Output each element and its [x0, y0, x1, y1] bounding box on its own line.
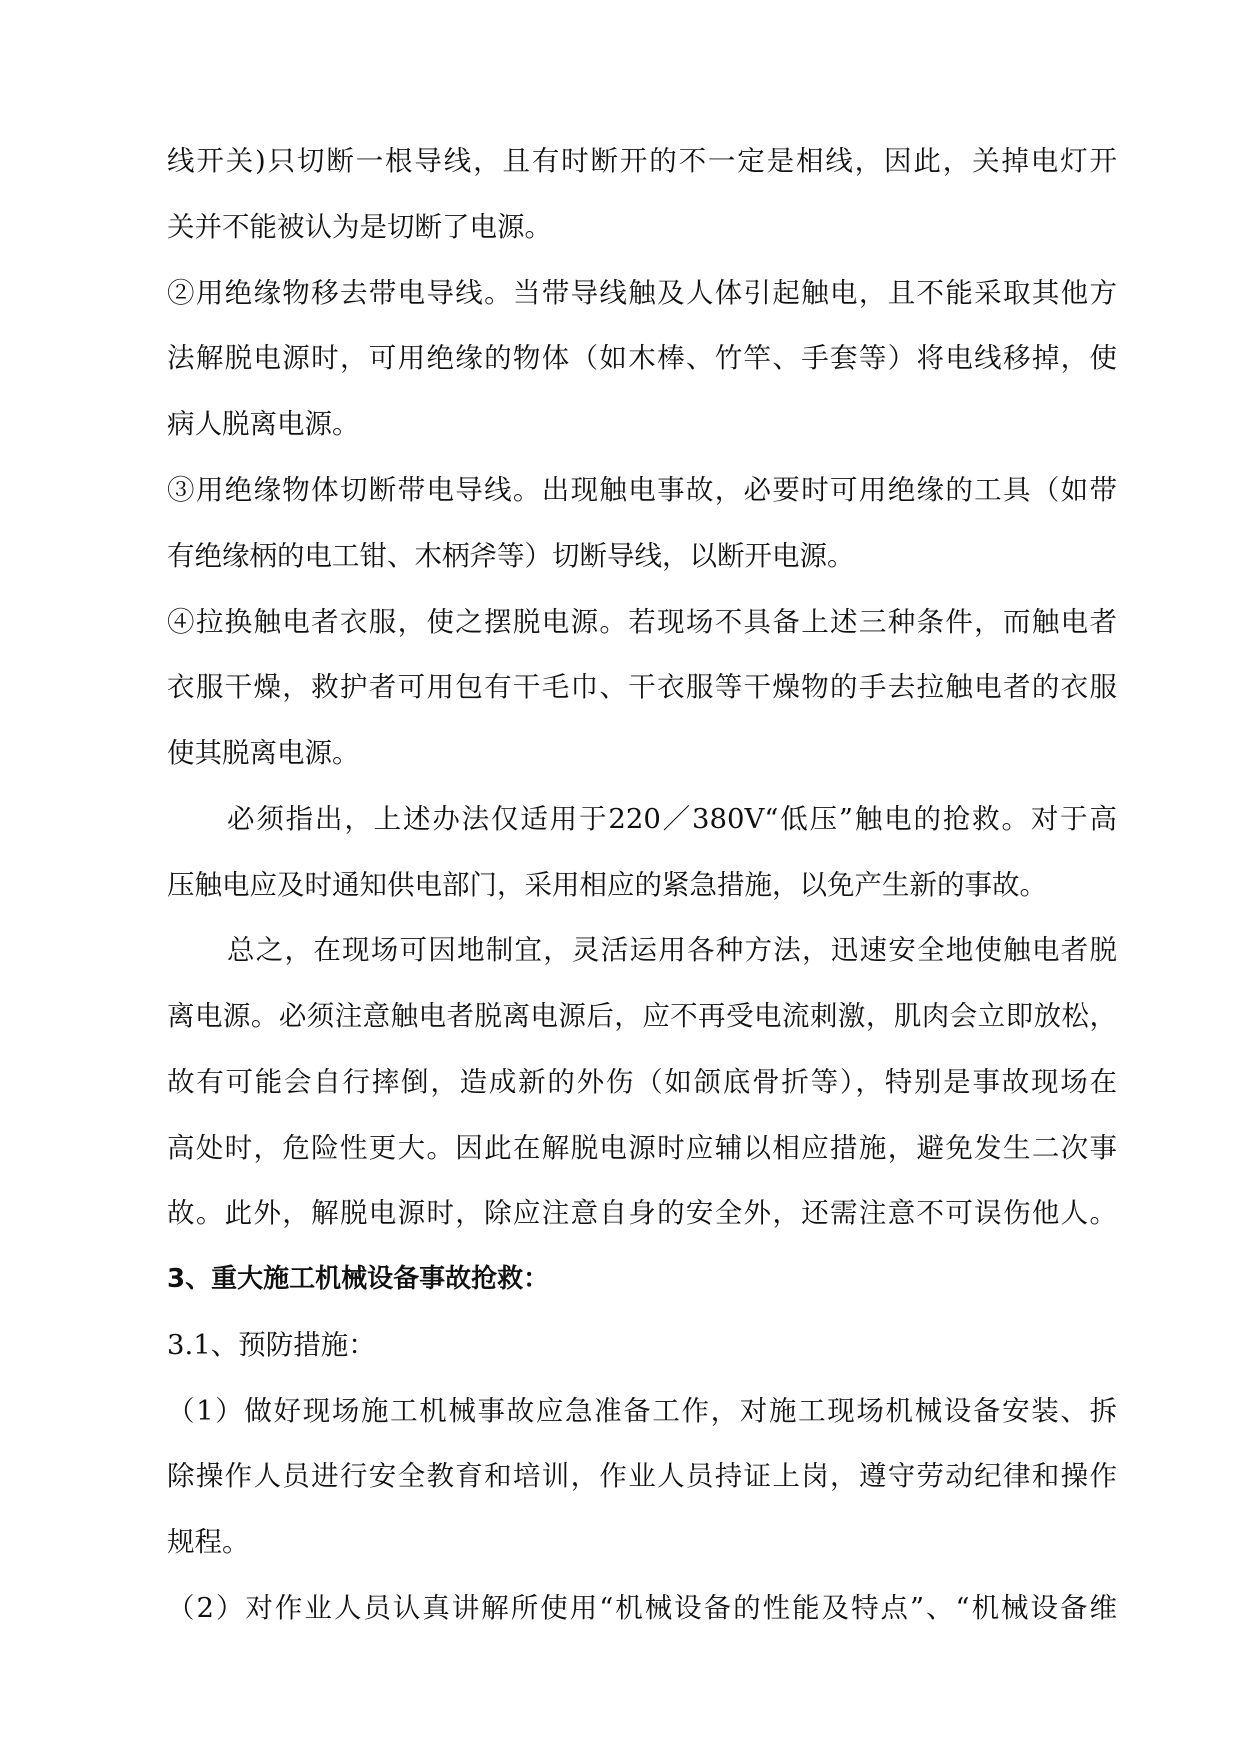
text-line: 法解脱电源时，可用绝缘的物体（如木棒、竹竿、手套等）将电线移掉，使: [167, 342, 1117, 374]
text-line: 故。此外，解脱电源时，除应注意自身的安全外，还需注意不可误伤他人。: [167, 1197, 1117, 1229]
subsection-heading: 3.1、预防措施：: [167, 1329, 376, 1361]
text-line: 压触电应及时通知供电部门，采用相应的紧急措施，以免产生新的事故。: [167, 869, 1047, 901]
text-line: 线开关)只切断一根导线，且有时断开的不一定是相线，因此，关掉电灯开: [167, 145, 1117, 177]
text-line: ④拉换触电者衣服，使之摆脱电源。若现场不具备上述三种条件，而触电者: [167, 606, 1117, 638]
text-line: 使其脱离电源。: [167, 737, 360, 769]
paragraph-first-line: 必须指出，上述办法仅适用于220／380V“低压”触电的抢救。对于高: [227, 803, 1117, 835]
paragraph-first-line: 总之，在现场可因地制宜，灵活运用各种方法，迅速安全地使触电者脱: [227, 934, 1117, 966]
text-line: 关并不能被认为是切断了电源。: [167, 211, 552, 243]
text-line: 病人脱离电源。: [167, 408, 360, 440]
text-line: 高处时，危险性更大。因此在解脱电源时应辅以相应措施，避免发生二次事: [167, 1132, 1117, 1164]
text-line: 除操作人员进行安全教育和培训，作业人员持证上岗，遵守劳动纪律和操作: [167, 1460, 1117, 1492]
text-line: ②用绝缘物移去带电导线。当带导线触及人体引起触电，且不能采取其他方: [167, 277, 1117, 309]
text-line: ③用绝缘物体切断带电导线。出现触电事故，必要时可用绝缘的工具（如带: [167, 474, 1117, 506]
text-line: 衣服干燥，救护者可用包有干毛巾、干衣服等干燥物的手去拉触电者的衣服: [167, 671, 1117, 703]
section-heading: 3、重大施工机械设备事故抢救：: [167, 1264, 550, 1294]
text-line: 故有可能会自行摔倒，造成新的外伤（如颌底骨折等），特别是事故现场在: [167, 1066, 1117, 1098]
text-line: 离电源。必须注意触电者脱离电源后，应不再受电流刺激，肌肉会立即放松，: [167, 1000, 1117, 1032]
text-line: （2）对作业人员认真讲解所使用“机械设备的性能及特点”、“机械设备维: [167, 1592, 1117, 1624]
text-line: （1）做好现场施工机械事故应急准备工作，对施工现场机械设备安装、拆: [167, 1395, 1117, 1427]
text-line: 规程。: [167, 1526, 250, 1558]
text-line: 有绝缘柄的电工钳、木柄斧等）切断导线，以断开电源。: [167, 540, 855, 572]
